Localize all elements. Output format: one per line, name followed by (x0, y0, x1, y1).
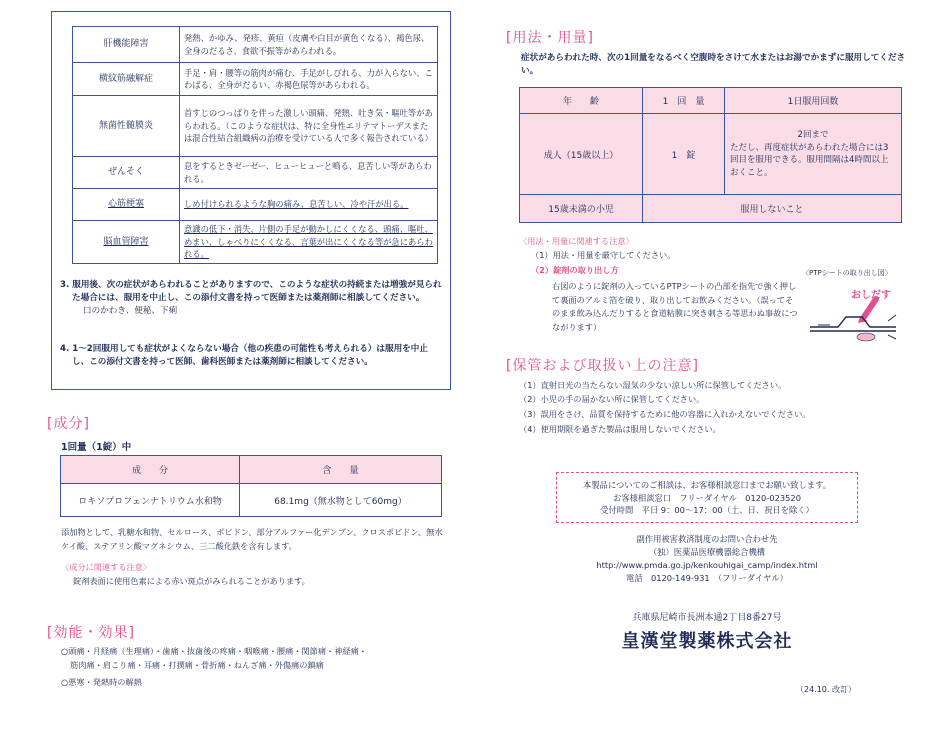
contact-line: 本製品についてのご相談は、お客様相談窓口までお願い致します。 (582, 480, 832, 490)
note-3-symptoms: 口のかわき、便秘、下痢 (83, 306, 178, 316)
symptom-desc: 息をするときゼーゼー、ヒューヒューと鳴る、息苦しい等があらわれる。 (180, 157, 438, 189)
dose-label: 1回量（1錠）中 (61, 442, 132, 453)
storage-item: （2）小児の手の届かない所に保管してください。 (519, 394, 705, 404)
usage-heading: [用法・用量] (506, 30, 594, 46)
storage-item: （3）誤用をさけ、品質を保持するために他の容器に入れかえないでください。 (519, 409, 811, 419)
ptp-sheet-illustration (808, 295, 900, 345)
dosage-table (519, 87, 902, 223)
figure-caption: 〈PTPシートの取り出し図〉 (802, 269, 892, 277)
daily-note: ただし、再度症状があらわれた場合には3回目を服用できる。服用間隔は4時間以上おくこと。 (730, 142, 889, 178)
usage-note-1: （1）用法・用量を厳守してください。 (531, 250, 676, 260)
relief-phone: 電話 0120-149-931 （フリーダイヤル） (626, 573, 788, 583)
ingredients-note-title: 〈成分に関連する注意〉 (61, 562, 152, 572)
note-3-text: 3. 服用後、次の症状があらわれることがありますので、このような症状の持続または増強が見られた場合には、服用を中止し、この添付文書を持って医師または薬剤師に相談してください。 (60, 280, 442, 303)
table-row (73, 157, 438, 189)
child-label: 15歳未満の小児 (520, 195, 643, 223)
symptom-name: 心筋梗塞 (73, 189, 180, 221)
table-row (73, 221, 438, 264)
contact-line: 受付時間 平日 9：00～17：00（土、日、祝日を除く） (600, 505, 814, 515)
relief-line: （独）医薬品医療機器総合機構 (648, 547, 766, 557)
symptom-desc: 首すじのつっぱりを伴った激しい頭痛、発熱、吐き気・嘔吐等があらわれる。（このような症状は、特に全身性エリテマトーデスまたは混合性結合組織病の治療を受けている人で多く報告されている） (180, 96, 438, 157)
table-row (73, 63, 438, 96)
col-header: 成 分 (61, 456, 240, 484)
adult-label: 成人（15歳以上） (520, 114, 643, 195)
storage-item: （1）直射日光の当たらない湿気の少ない涼しい所に保管してください。 (519, 380, 787, 390)
col-header: 含 量 (240, 456, 442, 484)
col-header: 年 齢 (520, 88, 643, 114)
note-4: 4. 1～2回服用しても症状がよくならない場合（他の疾患の可能性も考えられる）は服用を中止し、この添付文書を持って医師、歯科医師または薬剤師に相談してください。 (60, 344, 428, 367)
storage-heading: [保管および取扱い上の注意] (506, 358, 699, 374)
efficacy-line-1: ○頭痛・月経痛（生理痛）・歯痛・抜歯後の疼痛・咽喉痛・腰痛・関節痛・神経痛・ (61, 646, 367, 656)
revision-date: （24.10. 改訂） (796, 685, 856, 694)
figure-label: おしだす (851, 290, 891, 301)
side-effects-table (72, 26, 438, 264)
note-3 (60, 279, 442, 318)
ingredients-note-text: 錠剤表面に使用色素による赤い斑点がみられることがあります。 (73, 576, 310, 586)
symptom-desc: 意識の低下・消失、片側の手足が動かしにくくなる、頭痛、嘔吐、めまい、しゃべりにくくなる、言葉が出にくくなる等が急にあらわれる。 (180, 221, 438, 264)
relief-url: http://www.pmda.go.jp/kenkouhigai_camp/index.html (596, 560, 818, 570)
adult-dose: 1 錠 (643, 114, 725, 195)
efficacy-line-2: 筋肉痛・肩こり痛・耳痛・打撲痛・骨折痛・ねんざ痛・外傷痛の鎮痛 (70, 660, 324, 670)
symptom-name: 脳血管障害 (73, 221, 180, 264)
table-row (73, 96, 438, 157)
child-text: 服用しないこと (643, 195, 902, 223)
symptom-name: 横紋筋融解症 (73, 63, 180, 96)
ingredients-heading: [成分] (47, 416, 90, 432)
usage-note-2-text: 右図のように錠剤の入っているPTPシートの凸部を指先で強く押して裏面のアルミ箔を破り、取り出してお飲みください。（誤ってそのまま飲み込んだりすると食道粘膜に突き刺さる等思わぬ事故につながります） (552, 281, 798, 332)
storage-item: （4）使用期限を過ぎた製品は服用しないでください。 (519, 424, 721, 434)
relief-info (556, 533, 858, 585)
adult-daily (725, 114, 902, 195)
relief-line: 副作用被害救済制度のお問い合わせ先 (636, 534, 778, 544)
table-row (73, 27, 438, 63)
usage-intro: 症状があらわれた時、次の1回量をなるべく空腹時をさけて水またはお湯でかまずに服用してください。 (521, 53, 906, 76)
company-address: 兵庫県尼崎市長洲本通2丁目8番27号 (632, 613, 782, 623)
usage-note-title: 〈用法・用量に関連する注意〉 (519, 236, 634, 246)
symptom-name: 肝機能障害 (73, 27, 180, 63)
company-name: 皇漢堂製薬株式会社 (621, 631, 793, 652)
col-header: 1 回 量 (643, 88, 725, 114)
symptom-desc: 発熱、かゆみ、発疹、黄疸（皮膚や白目が黄色くなる）、褐色尿、全身のだるさ、食欲不振等があらわれる。 (180, 27, 438, 63)
symptom-desc: しめ付けられるような胸の痛み、息苦しい、冷や汗が出る。 (180, 189, 438, 221)
contact-box (556, 472, 858, 523)
symptom-desc: 手足・肩・腰等の筋肉が痛む、手足がしびれる、力が入らない、こわばる、全身がだるい、赤褐色尿等があらわれる。 (180, 63, 438, 96)
efficacy-heading: [効能・効果] (47, 625, 135, 641)
table-row (73, 189, 438, 221)
symptom-name: ぜんそく (73, 157, 180, 189)
col-header: 1日服用回数 (725, 88, 902, 114)
symptom-name: 無菌性髄膜炎 (73, 96, 180, 157)
efficacy-line-3: ○悪寒・発熱時の解熱 (61, 677, 142, 687)
ingredient-name: ロキソプロフェンナトリウム水和物 (61, 484, 240, 517)
usage-note-2: （2）錠剤の取り出し方 (531, 265, 619, 275)
ingredient-amount: 68.1mg（無水物として60mg） (240, 484, 442, 517)
contact-line: お客様相談窓口 フリーダイヤル 0120-023520 (613, 492, 801, 503)
additives: 添加物として、乳糖水和物、セルロース、ポビドン、部分アルファー化デンプン、クロスポビドン、無水ケイ酸、ステアリン酸マグネシウム、三二酸化鉄を含有します。 (61, 527, 443, 551)
ingredients-table (60, 455, 442, 517)
daily-max: 2回まで (797, 130, 829, 140)
